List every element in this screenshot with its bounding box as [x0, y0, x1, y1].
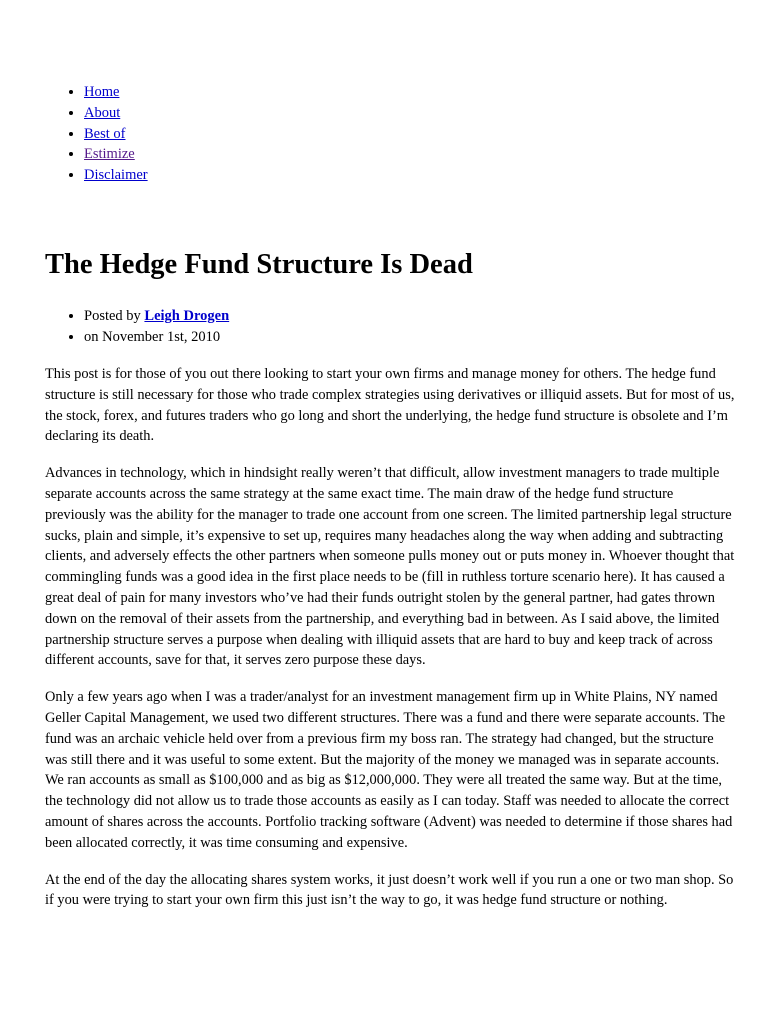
nav-link-about[interactable]: About [84, 104, 121, 121]
paragraph-2: Advances in technology, which in hindsight really weren’t that difficult, allow investment managers to trade multiple separate accounts across the same strategy at the same exact time. The main draw of the hedge fund structure previously was the ability for the manager to trade one account from one screen. The limited partnership legal structure sucks, plain and simple, it’s expensive to set up, requires many headaches along the way when adding and subtracting clients, and adversely effects the other partners when someone pulls money out or puts money in. Whoever thought that commingling funds was a good idea in the first place needs to be (fill in ruthless torture scenario here). It has caused a great deal of pain for many investors who’ve had their funds outright stolen by the general partner, had gates thrown down on the removal of their assets from the partnership, and everything bad in between. As I said above, the limited partnership structure serves a purpose when dealing with illiquid assets that are hard to buy and keep track of across different accounts, save for that, it serves zero purpose these days. [45, 465, 735, 669]
post-title: The Hedge Fund Structure Is Dead [45, 249, 473, 280]
nav-link-disclaimer[interactable]: Disclaimer [84, 167, 148, 184]
post-content [45, 364, 735, 927]
nav-item-disclaimer [84, 165, 148, 186]
nav-link-best-of[interactable]: Best of [84, 125, 126, 142]
post-date: • on November 1st, 2010 [84, 327, 229, 348]
author-link[interactable]: Leigh Drogen [144, 308, 230, 324]
paragraph-3: Only a few years ago when I was a trader/analyst for an investment management firm up in White Plains, NY named Geller Capital Management, we used two different structures. There was a fund and there were separate accounts. The fund was an archaic vehicle held over from a previous firm my boss ran. The strategy had changed, but the structure was still there and it was useful to some extent. But the majority of the money we managed was in separate accounts. We ran accounts as small as $100,000 and as big as $12,000,000. They were all treated the same way. But at the time, the technology did not allow us to trade those accounts as easily as I can today. Staff was needed to allocate the correct amount of shares across the accounts. Portfolio tracking software (Advent) was needed to determine if those shares had been allocated correctly, it was time consuming and expensive. [45, 689, 733, 851]
post-author-line [84, 306, 229, 327]
post-meta [45, 306, 229, 348]
posted-by-label: Posted by [84, 308, 145, 324]
nav-item-home [84, 82, 148, 103]
nav-item-best-of [84, 124, 148, 145]
paragraph-1: This post is for those of you out there looking to start your own firms and manage money for others. The hedge fund structure is still necessary for those who trade complex strategies using derivatives or illiquid assets. But for most of us, the stock, forex, and futures traders who go long and short the underlying, the hedge fund structure is obsolete and I’m declaring its death. [45, 366, 735, 445]
nav-link-estimize[interactable]: Estimize [84, 146, 135, 163]
nav-item-about [84, 103, 148, 124]
nav-menu [45, 82, 148, 186]
paragraph-4: At the end of the day the allocating shares system works, it just doesn’t work well if you run a one or two man shop. So if you were trying to start your own firm this just isn’t the way to go, it was hedge fund structure or nothing. [45, 871, 734, 909]
nav-link-home[interactable]: Home [84, 84, 120, 100]
nav-item-estimize [84, 144, 148, 165]
